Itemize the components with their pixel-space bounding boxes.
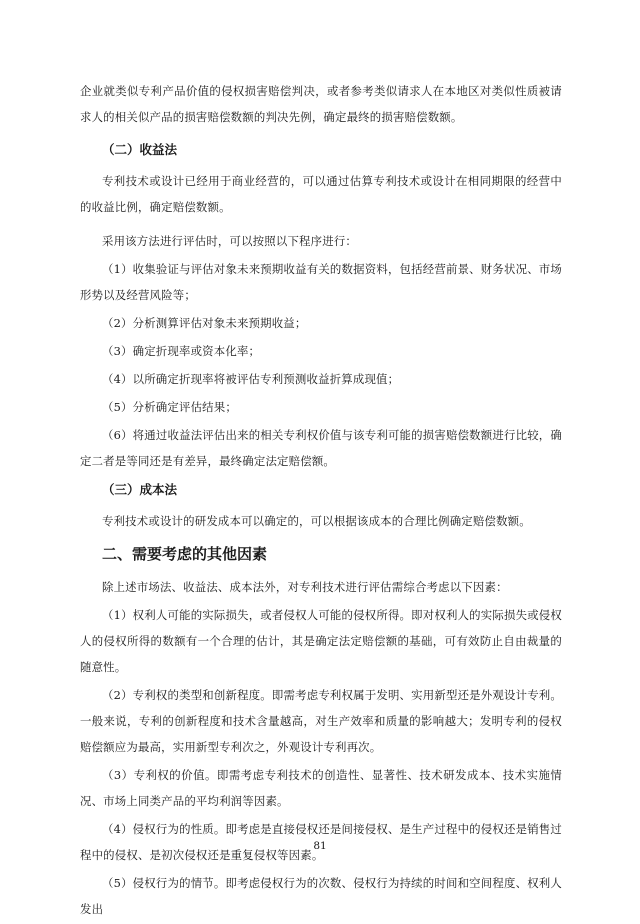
factor-5: （5）侵权行为的情节。即考虑侵权行为的次数、侵权行为持续的时间和空间程度、权利人发出	[80, 876, 562, 916]
section-heading-other-factors: 二、需要考虑的其他因素	[102, 545, 268, 563]
income-step-2: （2）分析测算评估对象未来预期收益；	[102, 316, 307, 330]
factor-3: （3）专利权的价值。即需考虑专利技术的创造性、显著性、技术研发成本、技术实施情况、市场上同类产品的平均利润等因素。	[80, 768, 562, 808]
income-step-5: （5）分析确定评估结果；	[102, 400, 237, 414]
intro-paragraph: 企业就类似专利产品价值的侵权损害赔偿判决，或者参考类似请求人在本地区对类似性质被请求人的相关似产品的损害赔偿数额的判决先例，确定最终的损害赔偿数额。	[80, 84, 562, 124]
income-step-1: （1）收集验证与评估对象未来预期收益有关的数据资料，包括经营前景、财务状况、市场形势以及经营风险等；	[80, 262, 562, 302]
heading-income-method: （二）收益法	[102, 142, 178, 157]
page-number: 81	[313, 840, 327, 852]
page-content	[80, 78, 562, 924]
factor-1: （1）权利人可能的实际损失，或者侵权人可能的侵权所得。即对权利人的实际损失或侵权人的侵权所得的数额有一个合理的估计，其是确定法定赔偿额的基础，可有效防止自由裁量的随意性。	[80, 608, 562, 674]
other-factors-intro: 除上述市场法、收益法、成本法外，对专利技术进行评估需综合考虑以下因素：	[102, 580, 508, 594]
income-step-6: （6）将通过收益法评估出来的相关专利权价值与该专利可能的损害赔偿数额进行比较，确定二者是等同还是有差异，最终确定法定赔偿额。	[80, 428, 562, 468]
income-step-3: （3）确定折现率或资本化率；	[102, 344, 261, 358]
income-step-4: （4）以所确定折现率将被评估专利预测收益折算成现值；	[102, 372, 400, 386]
income-paragraph-1: 专利技术或设计已经用于商业经营的，可以通过估算专利技术或设计在相同期限的经营中的收益比例，确定赔偿数额。	[80, 174, 562, 214]
heading-cost-method: （三）成本法	[102, 482, 178, 497]
income-paragraph-2: 采用该方法进行评估时，可以按照以下程序进行：	[102, 234, 357, 248]
factor-4: （4）侵权行为的性质。即考虑是直接侵权还是间接侵权、是生产过程中的侵权还是销售过程中的侵权、是初次侵权还是重复侵权等因素。	[80, 822, 562, 862]
cost-paragraph: 专利技术或设计的研发成本可以确定的，可以根据该成本的合理比例确定赔偿数额。	[102, 514, 531, 528]
factor-2: （2）专利权的类型和创新程度。即需考虑专利权属于发明、实用新型还是外观设计专利。一般来说，专利的创新程度和技术含量越高，对生产效率和质量的影响越大；发明专利的侵权赔偿额应为最高，实用新型专利次之，外观设计专利再次。	[80, 688, 562, 754]
